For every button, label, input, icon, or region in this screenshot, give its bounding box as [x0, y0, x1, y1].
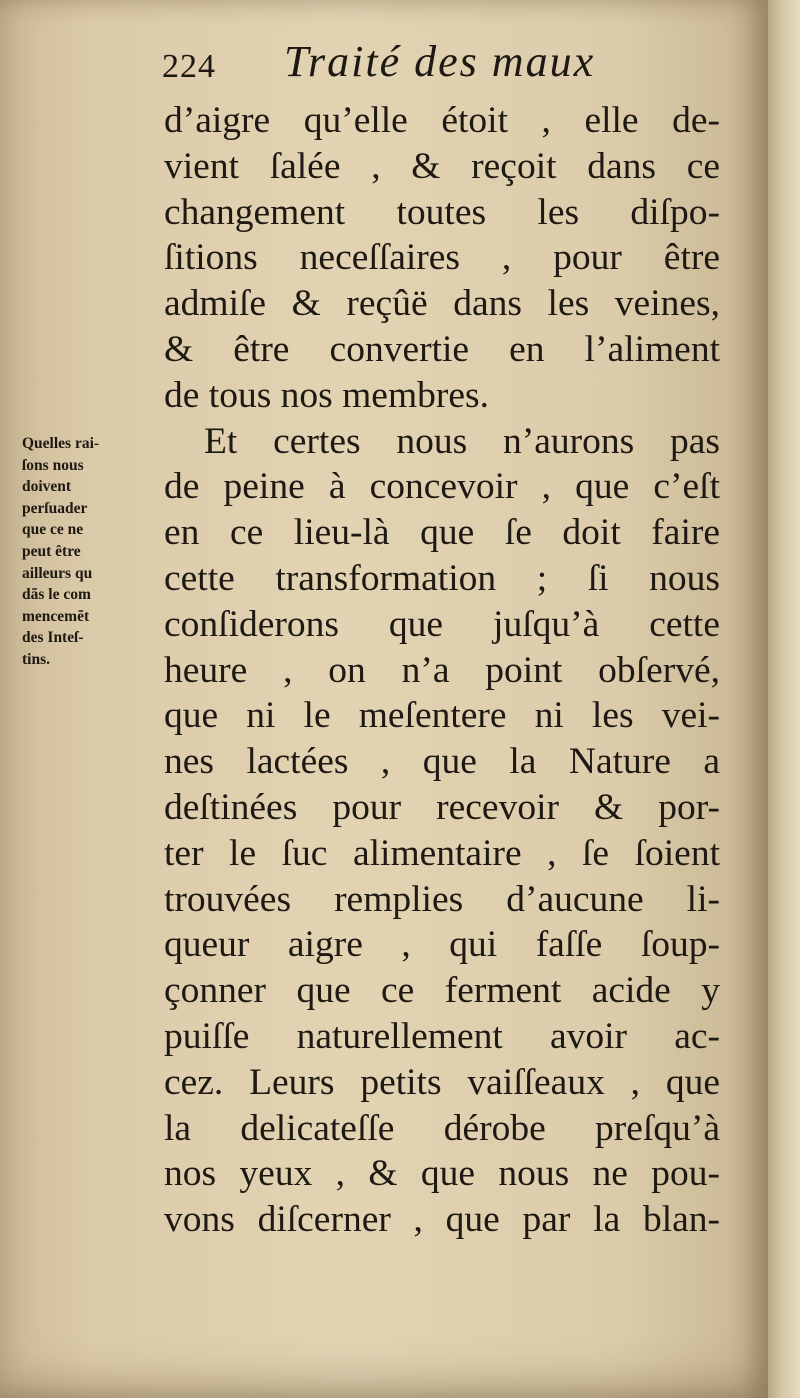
margin-note-line: perſuader — [22, 499, 88, 517]
margin-note-line: que ce ne — [22, 521, 84, 539]
page-header — [162, 36, 722, 96]
text-line: trouvées remplies d’aucune li- — [164, 878, 720, 920]
text-line: de tous nos membres. — [164, 374, 489, 416]
text-line: & être convertie en l’aliment — [164, 328, 720, 370]
text-line: deſtinées pour recevoir & por- — [164, 786, 720, 828]
text-line: la delicateſſe dérobe preſqu’à — [164, 1107, 720, 1149]
text-line: çonner que ce ferment acide y — [164, 970, 720, 1012]
text-line: puiſſe naturellement avoir ac- — [164, 1015, 720, 1057]
text-line: ter le ſuc alimentaire , ſe ſoient — [164, 832, 720, 874]
text-line: vons diſcerner , que par la blan- — [164, 1199, 720, 1241]
margin-note-line: peut être — [22, 542, 81, 560]
margin-note-line: doivent — [22, 478, 72, 496]
body-text — [164, 98, 720, 1243]
margin-note-line: Quelles rai- — [22, 435, 100, 452]
text-line: ſitions neceſſaires , pour être — [164, 237, 720, 279]
text-line: conſiderons que juſqu’à cette — [164, 603, 720, 645]
page-number: 224 — [162, 48, 216, 85]
margin-note — [22, 433, 156, 671]
margin-note-line: des Inteſ- — [22, 629, 84, 647]
running-title: Traité des maux — [284, 37, 596, 86]
text-line: cez. Leurs petits vaiſſeaux , que — [164, 1061, 720, 1103]
text-line: en ce lieu-là que ſe doit faire — [164, 512, 720, 554]
text-line: admiſe & reçûë dans les veines, — [164, 283, 720, 325]
margin-note-line: tins. — [22, 650, 50, 668]
margin-note-line: dãs le com — [22, 586, 91, 604]
text-line: queur aigre , qui faſſe ſoup- — [164, 924, 720, 966]
text-line: d’aigre qu’elle étoit , elle de- — [164, 100, 720, 141]
page-edge — [768, 0, 800, 1398]
margin-note-line: mencemẽt — [22, 607, 90, 625]
margin-note-line: ſons nous — [22, 456, 84, 474]
text-line: de peine à concevoir , que c’eſt — [164, 466, 720, 508]
text-line: Et certes nous n’aurons pas — [204, 420, 720, 462]
text-line: nos yeux , & que nous ne pou- — [164, 1153, 720, 1195]
text-line: cette transformation ; ſi nous — [164, 557, 720, 599]
margin-note-line: ailleurs qu — [22, 564, 93, 582]
text-line: nes lactées , que la Nature a — [164, 741, 720, 783]
text-line: que ni le meſentere ni les vei- — [164, 695, 720, 737]
text-line: heure , on n’a point obſervé, — [164, 649, 720, 691]
text-line: changement toutes les diſpo- — [164, 191, 720, 233]
text-line: vient ſalée , & reçoit dans ce — [164, 145, 720, 187]
